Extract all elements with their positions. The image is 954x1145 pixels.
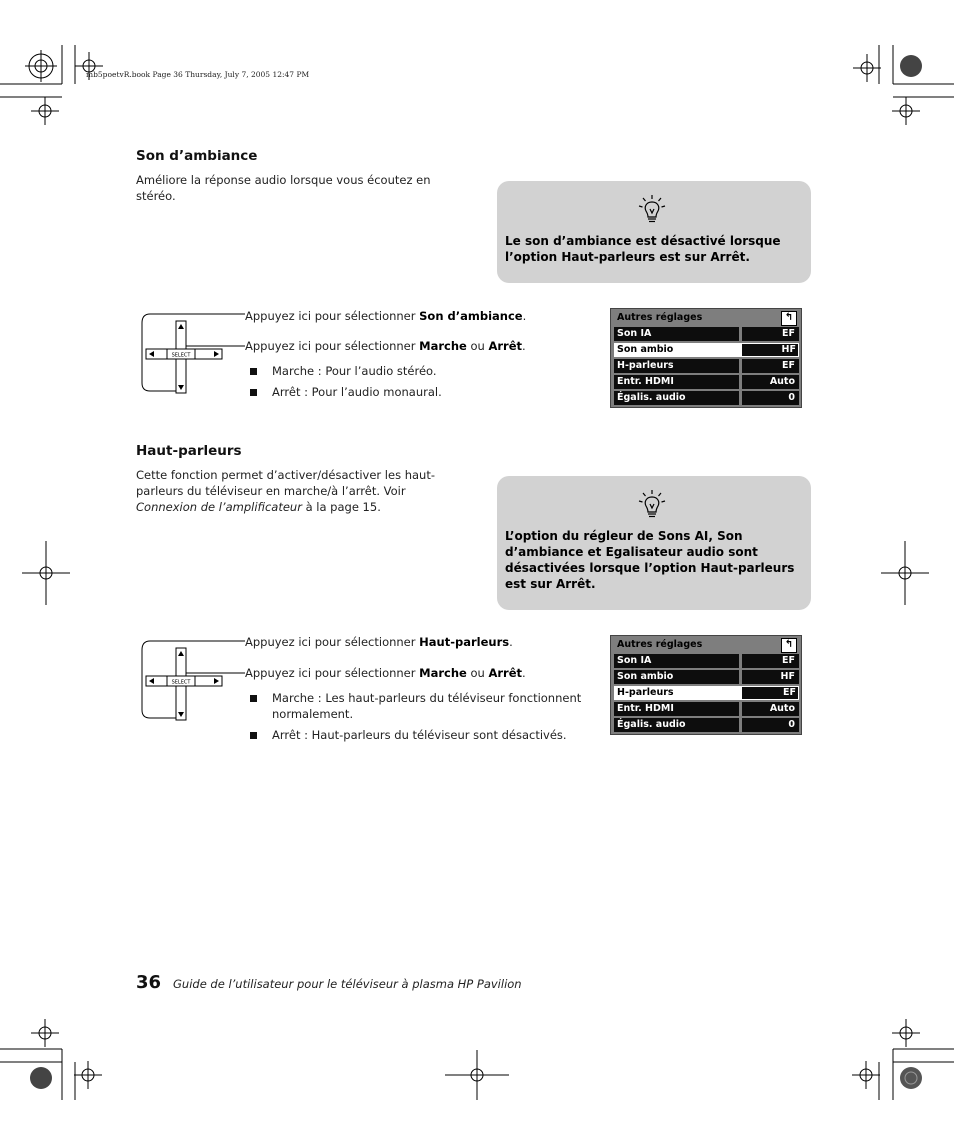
osd-menu bbox=[610, 635, 802, 735]
osd-row-label: Son IA bbox=[617, 328, 652, 339]
osd-row-value: HF bbox=[780, 671, 795, 682]
bullet-item bbox=[250, 384, 580, 400]
instr-text: Appuyez ici pour sélectionner bbox=[245, 309, 420, 323]
back-arrow-icon[interactable]: ↰ bbox=[781, 311, 797, 326]
instr-bold: Marche bbox=[419, 666, 467, 680]
instr-bold: Haut-parleurs bbox=[419, 635, 510, 649]
osd-title-label: Autres réglages bbox=[617, 639, 703, 650]
instr-text: ou bbox=[466, 666, 489, 680]
instr-bold: Arrêt bbox=[488, 666, 523, 680]
section-heading-son-ambiance: Son d’ambiance bbox=[136, 148, 258, 164]
osd-row-label: Entr. HDMI bbox=[617, 703, 674, 714]
instruction-1 bbox=[245, 309, 526, 323]
osd-row[interactable] bbox=[614, 654, 799, 668]
tip-line: est sur Arrêt. bbox=[505, 577, 596, 591]
osd-row-value: EF bbox=[782, 360, 795, 371]
bullet-line: normalement. bbox=[272, 707, 354, 721]
osd-row[interactable] bbox=[614, 718, 799, 732]
osd-menu bbox=[610, 308, 802, 408]
cross-reference-link[interactable]: Connexion de l’amplificateur bbox=[136, 500, 302, 514]
bullet-text: Marche : Pour l’audio stéréo. bbox=[272, 364, 437, 378]
lightbulb-icon bbox=[635, 488, 669, 522]
tip-line: d’ambiance et Egalisateur audio sont bbox=[505, 545, 758, 559]
instr-bold: Son d’ambiance bbox=[419, 309, 523, 323]
tip-line: désactivées lorsque l’option Haut-parleurs bbox=[505, 561, 795, 575]
osd-title bbox=[614, 311, 799, 325]
osd-row-value: 0 bbox=[788, 392, 795, 403]
instruction-2 bbox=[245, 666, 526, 680]
body-line: Cette fonction permet d’activer/désactiver les haut- bbox=[136, 468, 435, 482]
osd-row[interactable] bbox=[614, 359, 799, 373]
back-arrow-icon[interactable]: ↰ bbox=[781, 638, 797, 653]
tip-box bbox=[497, 181, 811, 283]
instr-text: Appuyez ici pour sélectionner bbox=[245, 635, 420, 649]
body-line: stéréo. bbox=[136, 189, 176, 203]
tip-text bbox=[505, 528, 794, 592]
osd-row-value: EF bbox=[782, 328, 795, 339]
bullet-item bbox=[250, 363, 580, 379]
instr-text: Appuyez ici pour sélectionner bbox=[245, 666, 420, 680]
instr-text: . bbox=[522, 339, 526, 353]
osd-row[interactable] bbox=[614, 391, 799, 405]
osd-title-label: Autres réglages bbox=[617, 312, 703, 323]
dpad-icon bbox=[140, 309, 245, 397]
lightbulb-icon bbox=[635, 193, 669, 227]
osd-row-label: Égalis. audio bbox=[617, 392, 686, 403]
bullet-text bbox=[272, 690, 581, 722]
body-line: Améliore la réponse audio lorsque vous écoutez en bbox=[136, 173, 431, 187]
bullet-line: Marche : Les haut-parleurs du téléviseur fonctionnent bbox=[272, 691, 582, 705]
bullet-item bbox=[250, 727, 590, 743]
osd-row-value: HF bbox=[781, 344, 796, 355]
tip-line: l’option Haut-parleurs est sur Arrêt. bbox=[505, 250, 750, 264]
section-body-son-ambiance bbox=[136, 172, 431, 204]
bullet-square-icon bbox=[250, 389, 257, 396]
osd-row-label: Entr. HDMI bbox=[617, 376, 674, 387]
osd-row-label: H-parleurs bbox=[617, 687, 674, 698]
tip-line: Le son d’ambiance est désactivé lorsque bbox=[505, 234, 781, 248]
tip-text bbox=[505, 233, 781, 265]
osd-row[interactable] bbox=[614, 327, 799, 341]
instr-text: . bbox=[522, 309, 527, 323]
osd-row[interactable] bbox=[614, 375, 799, 389]
instr-text: . bbox=[509, 635, 513, 649]
section-heading-haut-parleurs: Haut-parleurs bbox=[136, 443, 242, 459]
bullet-square-icon bbox=[250, 368, 257, 375]
osd-row-value: Auto bbox=[769, 376, 795, 387]
instr-bold: Arrêt bbox=[488, 339, 523, 353]
footer-title: Guide de l’utilisateur pour le téléviseur à plasma HP Pavilion bbox=[173, 977, 522, 991]
instruction-1 bbox=[245, 635, 513, 649]
bullet-square-icon bbox=[250, 732, 257, 739]
bullet-item bbox=[250, 690, 590, 722]
instr-text: Appuyez ici pour sélectionner bbox=[245, 339, 420, 353]
page-number: 36 bbox=[136, 972, 162, 993]
osd-row-selected[interactable] bbox=[614, 343, 799, 357]
select-label: SELECT bbox=[171, 352, 191, 359]
tip-line: L’option du régleur de Sons AI, Son bbox=[505, 529, 743, 543]
dpad-icon bbox=[140, 636, 245, 724]
osd-row-label: Égalis. audio bbox=[617, 719, 686, 730]
osd-row-label: Son ambio bbox=[617, 671, 674, 682]
osd-row-label: Son IA bbox=[617, 655, 652, 666]
osd-row-value: Auto bbox=[769, 703, 795, 714]
tip-box bbox=[497, 476, 811, 610]
instruction-2 bbox=[245, 339, 526, 353]
osd-row-value: 0 bbox=[788, 719, 795, 730]
instr-bold: Marche bbox=[419, 339, 467, 353]
body-line: parleurs du téléviseur en marche/à l’arrêt. Voir bbox=[136, 484, 406, 498]
osd-row-selected[interactable] bbox=[614, 686, 799, 700]
osd-row-label: Son ambio bbox=[617, 344, 674, 355]
bullet-text: Arrêt : Haut-parleurs du téléviseur sont désactivés. bbox=[272, 728, 567, 742]
body-text: à la page 15. bbox=[301, 500, 381, 514]
osd-row[interactable] bbox=[614, 702, 799, 716]
body-line bbox=[136, 499, 435, 515]
osd-row[interactable] bbox=[614, 670, 799, 684]
instr-text: . bbox=[522, 666, 526, 680]
book-header: mb5poetvR.book Page 36 Thursday, July 7, 2005 12:47 PM bbox=[86, 70, 310, 79]
bullet-square-icon bbox=[250, 695, 257, 702]
select-label: SELECT bbox=[171, 679, 191, 686]
bullet-text: Arrêt : Pour l’audio monaural. bbox=[272, 385, 442, 399]
instr-text: ou bbox=[466, 339, 489, 353]
osd-row-value: EF bbox=[782, 655, 795, 666]
osd-row-value: EF bbox=[783, 687, 796, 698]
osd-title bbox=[614, 638, 799, 652]
osd-row-label: H-parleurs bbox=[617, 360, 674, 371]
section-body-haut-parleurs bbox=[136, 467, 435, 515]
